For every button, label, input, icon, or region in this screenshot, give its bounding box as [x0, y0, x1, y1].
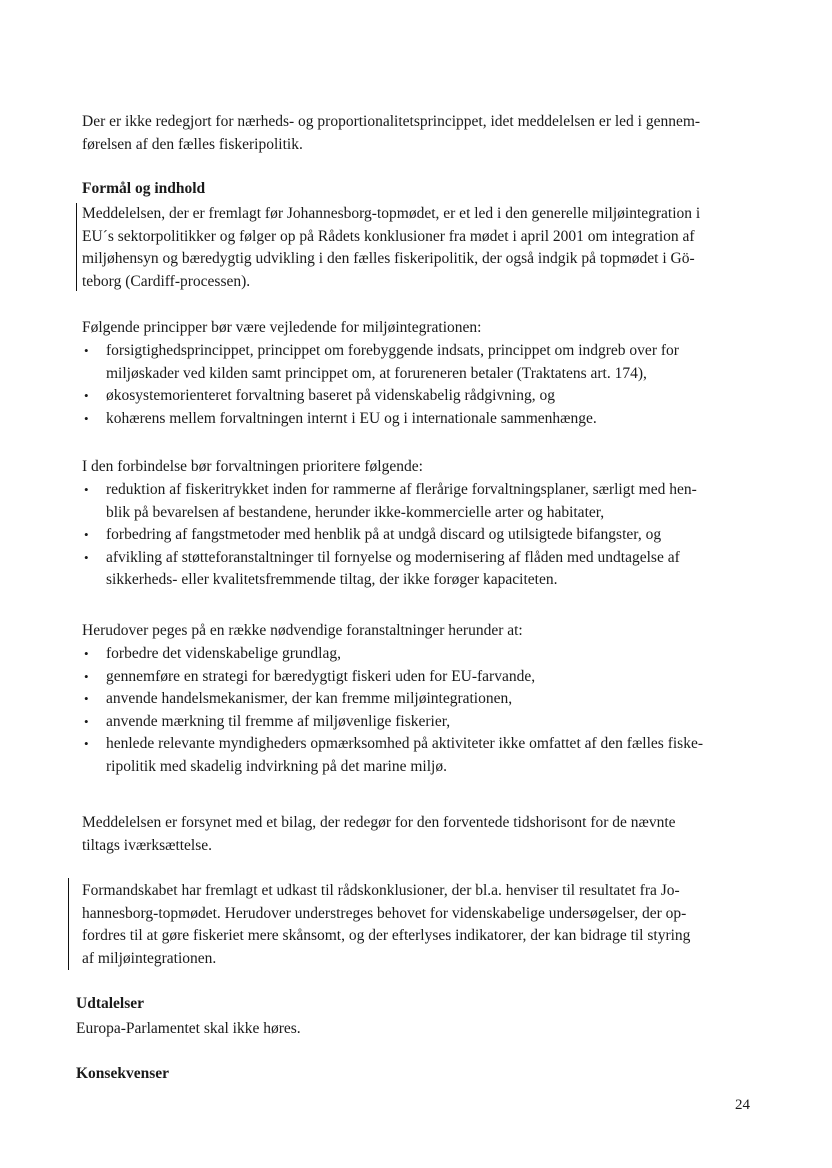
- priorities-list: [82, 479, 754, 592]
- text-line: Meddelelsen, der er fremlagt før Johannesborg-topmødet, er et led i den generelle miljøintegration i: [82, 205, 701, 222]
- bullet-icon: •: [84, 668, 89, 684]
- measures-intro: Herudover peges på en række nødvendige foranstaltninger herunder at:: [82, 622, 523, 639]
- principles-list: [82, 340, 754, 430]
- bullet-icon: •: [84, 549, 89, 565]
- text-line: sikkerheds- eller kvalitetsfremmende tiltag, der ikke forøger kapaciteten.: [106, 571, 558, 588]
- text-line: miljøskader ved kilden samt princippet om, at forureneren betaler (Traktatens art. 174),: [106, 364, 647, 382]
- change-bar: [76, 203, 77, 291]
- text-line: miljøhensyn og bæredygtig udvikling i den fælles fiskeripolitik, der også indgik på topmødet i Gö-: [82, 250, 695, 267]
- text-line: økosystemorienteret forvaltning baseret på videnskabelig rådgivning, og: [106, 387, 555, 404]
- text-line: Der er ikke redegjort for nærheds- og proportionalitetsprincippet, idet meddelelsen er led i gennem-: [82, 113, 701, 130]
- text-line: afvikling af støtteforanstaltninger til fornyelse og modernisering af flåden med undtagelse af: [106, 548, 680, 566]
- list-item: [82, 385, 754, 408]
- text-line: hannesborg-topmødet. Herudover understreges behovet for videnskabelige undersøgelser, der op-: [82, 904, 687, 922]
- paragraph-bilag: [82, 812, 754, 857]
- paragraph-formandskab: [82, 880, 754, 970]
- paragraph-udtalelser: Europa-Parlamentet skal ikke høres.: [76, 1020, 301, 1037]
- text-line: reduktion af fiskeritrykket inden for rammerne af flerårige forvaltningsplaner, særligt med hen-: [106, 481, 697, 498]
- list-item: [82, 666, 754, 689]
- list-item: [82, 733, 754, 778]
- measures-list: [82, 643, 754, 778]
- text-line: tiltags iværksættelse.: [82, 836, 213, 854]
- bullet-icon: •: [84, 691, 89, 706]
- text-line: anvende mærkning til fremme af miljøvenlige fiskerier,: [106, 712, 451, 730]
- heading-konsekvenser: Konsekvenser: [76, 1065, 169, 1082]
- principles-intro: Følgende principper bør være vejledende for miljøintegrationen:: [82, 319, 482, 336]
- heading-udtalelser: Udtalelser: [76, 995, 145, 1012]
- text-line: anvende handelsmekanismer, der kan fremme miljøintegrationen,: [106, 690, 513, 707]
- text-line: af miljøintegrationen.: [82, 949, 217, 967]
- text-line: teborg (Cardiff-processen).: [82, 272, 251, 290]
- text-line: Formandskabet har fremlagt et udkast til rådskonklusioner, der bl.a. henviser til resultatet fra Jo-: [82, 882, 680, 899]
- bullet-icon: •: [84, 388, 89, 403]
- bullet-icon: •: [84, 646, 89, 661]
- bullet-icon: •: [84, 482, 89, 497]
- bullet-icon: •: [84, 527, 89, 542]
- paragraph-formaal: [82, 203, 754, 293]
- text-line: EU´s sektorpolitikker og følger op på Rådets konklusioner fra mødet i april 2001 om integration af: [82, 227, 695, 245]
- text-line: førelsen af den fælles fiskeripolitik.: [82, 135, 303, 153]
- text-line: gennemføre en strategi for bæredygtigt fiskeri uden for EU-farvande,: [106, 667, 536, 685]
- text-line: forbedre det videnskabelige grundlag,: [106, 645, 341, 662]
- text-line: forsigtighedsprincippet, princippet om forebyggende indsats, princippet om indgreb over for: [106, 342, 679, 359]
- paragraph-subsidiarity: [82, 111, 754, 156]
- page-number: 24: [735, 1097, 750, 1113]
- bullet-icon: •: [84, 410, 89, 426]
- text-line: ripolitik med skadelig indvirkning på det marine miljø.: [106, 757, 447, 775]
- list-item: [82, 408, 754, 431]
- list-item: [82, 524, 754, 547]
- text-line: kohærens mellem forvaltningen internt i EU og i internationale sammenhænge.: [106, 409, 597, 427]
- text-line: Meddelelsen er forsynet med et bilag, der redegør for den forventede tidshorisont for de nævnte: [82, 814, 676, 831]
- priorities-intro: I den forbindelse bør forvaltningen prioritere følgende:: [82, 458, 423, 475]
- heading-formaal: Formål og indhold: [82, 180, 206, 197]
- text-line: forbedring af fangstmetoder med henblik på at undgå discard og utilsigtede bifangster, og: [106, 526, 662, 543]
- text-line: fordres til at gøre fiskeriet mere skånsomt, og der efterlyses indikatorer, der kan bidrage til styring: [82, 927, 691, 944]
- bullet-icon: •: [84, 343, 89, 358]
- change-bar: [68, 878, 69, 970]
- text-line: henlede relevante myndigheders opmærksomhed på aktiviteter ikke omfattet af den fælles fiske-: [106, 735, 703, 752]
- list-item: [82, 711, 754, 734]
- text-line: blik på bevarelsen af bestandene, herunder ikke-kommercielle arter og habitater,: [106, 503, 605, 521]
- list-item: [82, 688, 754, 711]
- list-item: [82, 643, 754, 666]
- list-item: [82, 479, 754, 524]
- list-item: [82, 547, 754, 592]
- list-item: [82, 340, 754, 385]
- bullet-icon: •: [84, 736, 89, 751]
- bullet-icon: •: [84, 713, 89, 729]
